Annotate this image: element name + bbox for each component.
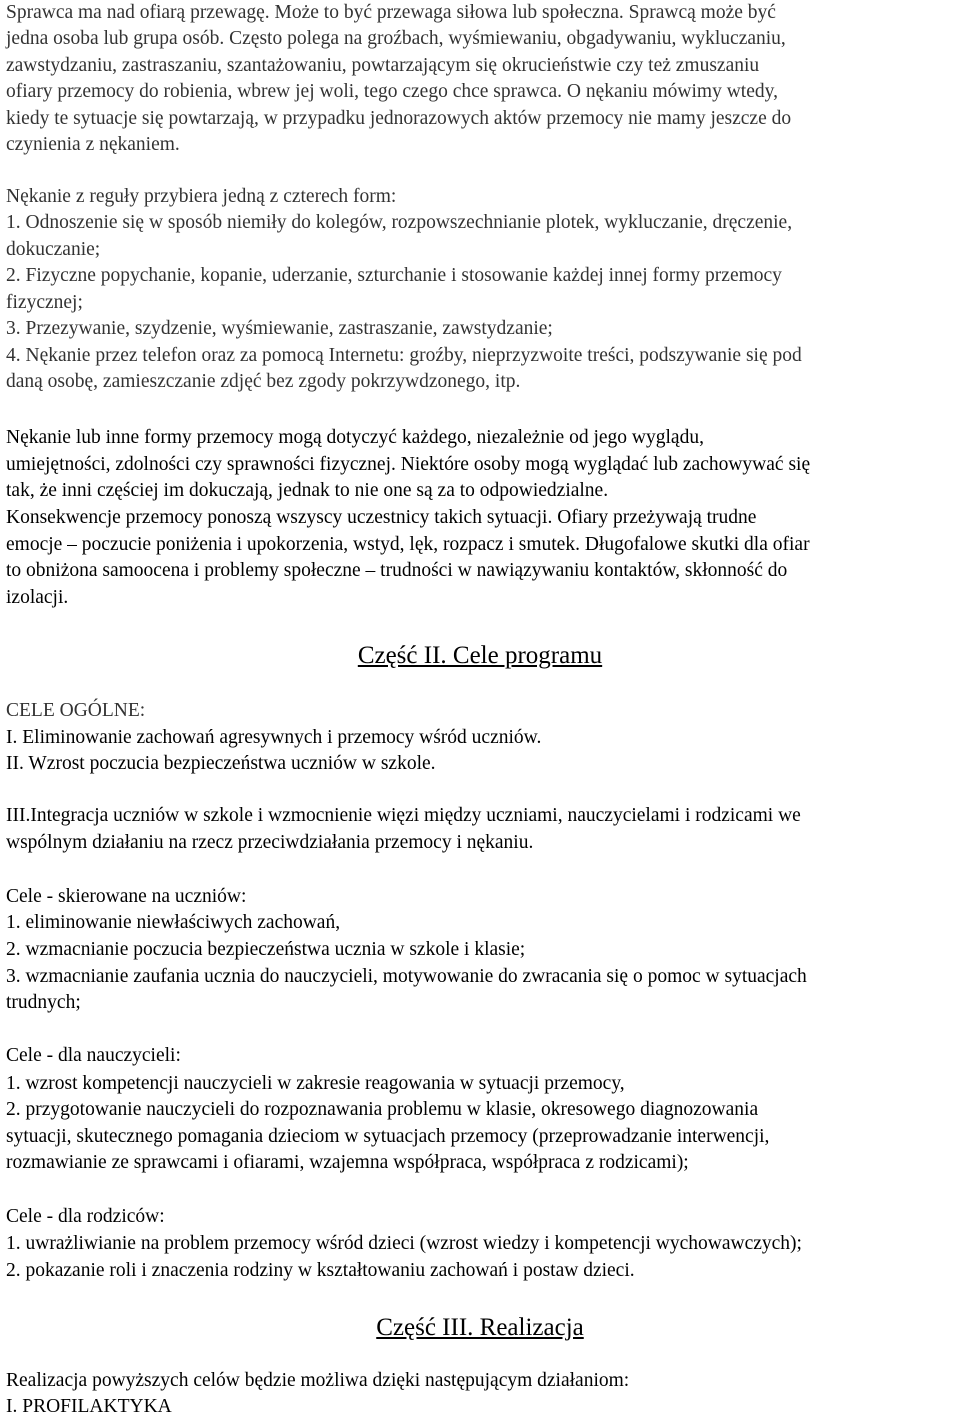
paragraph-line: ofiary przemocy do robienia, wbrew jej woli, tego czego chce sprawca. O nękaniu mówimy wtedy, [6,81,778,102]
goal-item: wspólnym działaniu na rzecz przeciwdziałania przemocy i nękaniu. [6,832,534,853]
paragraph-line: umiejętności, zdolności czy sprawności fizycznej. Niektóre osoby mogą wyglądać lub zachowywać się [6,454,811,475]
list-item: 2. wzmacnianie poczucia bezpieczeństwa ucznia w szkole i klasie; [6,939,526,960]
goal-item: III.Integracja uczniów w szkole i wzmocnienie więzi między uczniami, nauczycielami i rodzicami we [6,805,801,826]
list-item: rozmawianie ze sprawcami i ofiarami, wzajemna współpraca, współpraca z rodzicami); [6,1152,689,1173]
list-item: 3. wzmacnianie zaufania ucznia do nauczycieli, motywowanie do zwracania się o pomoc w sytuacjach [6,966,807,987]
paragraph-line: jedna osoba lub grupa osób. Często polega na groźbach, wyśmiewaniu, obgadywaniu, wykluczaniu, [6,28,786,49]
teachers-goals-label: Cele - dla nauczycieli: [6,1045,181,1066]
list-item: 2. pokazanie roli i znaczenia rodziny w kształtowaniu zachowań i postaw dzieci. [6,1260,635,1281]
list-item: 1. wzrost kompetencji nauczycieli w zakresie reagowania w sytuacji przemocy, [6,1073,625,1094]
section-heading-part-3: Część III. Realizacja [376,1314,584,1341]
list-item: 1. Odnoszenie się w sposób niemiły do kolegów, rozpowszechnianie plotek, wykluczanie, dręczenie, [6,212,793,233]
list-item: 3. Przezywanie, szydzenie, wyśmiewanie, zastraszanie, zawstydzanie; [6,318,553,339]
forms-intro: Nękanie z reguły przybiera jedną z czterech form: [6,186,397,207]
paragraph-line: to obniżona samoocena i problemy społeczne – trudności w nawiązywaniu kontaktów, skłonność do [6,560,788,581]
list-item: dokuczanie; [6,239,101,260]
list-item: fizycznej; [6,292,83,313]
parents-goals-label: Cele - dla rodziców: [6,1206,165,1227]
paragraph-line: Sprawca ma nad ofiarą przewagę. Może to być przewaga siłowa lub społeczna. Sprawcą może być [6,2,776,23]
list-item: 1. uwrażliwianie na problem przemocy wśród dzieci (wzrost wiedzy i kompetencji wychowawczych); [6,1233,802,1254]
list-item: trudnych; [6,992,81,1013]
realization-intro: Realizacja powyższych celów będzie możliwa dzięki następującym działaniom: [6,1370,630,1391]
paragraph-line: emocje – poczucie poniżenia i upokorzenia, wstyd, lęk, rozpacz i smutek. Długofalowe skutki dla ofiar [6,534,810,555]
list-item: 2. Fizyczne popychanie, kopanie, uderzanie, szturchanie i stosowanie każdej innej formy przemocy [6,265,782,286]
goal-item: I. Eliminowanie zachowań agresywnych i przemocy wśród uczniów. [6,727,542,748]
list-item: sytuacji, skutecznego pomagania dzieciom w sytuacjach przemocy (przeprowadzanie interwencji, [6,1126,770,1147]
paragraph-line: Konsekwencje przemocy ponoszą wszyscy uczestnicy takich sytuacji. Ofiary przeżywają trudne [6,507,757,528]
paragraph-line: izolacji. [6,587,69,608]
paragraph-line: czynienia z nękaniem. [6,134,180,155]
list-item: 1. eliminowanie niewłaściwych zachowań, [6,912,341,933]
students-goals-label: Cele - skierowane na uczniów: [6,886,247,907]
list-item: daną osobę, zamieszczanie zdjęć bez zgody pokrzywdzonego, itp. [6,371,521,392]
paragraph-line: Nękanie lub inne formy przemocy mogą dotyczyć każdego, niezależnie od jego wyglądu, [6,427,704,448]
paragraph-line: tak, że inni częściej im dokuczają, jednak to nie one są za to odpowiedzialne. [6,480,609,501]
list-item: I. PROFILAKTYKA [6,1396,172,1417]
paragraph-line: kiedy te sytuacje się powtarzają, w przypadku jednorazowych aktów przemocy nie mamy jeszcze do [6,108,792,129]
general-goals-label: CELE OGÓLNE: [6,700,146,721]
section-heading-part-2: Część II. Cele programu [357,642,603,669]
list-item: 2. przygotowanie nauczycieli do rozpoznawania problemu w klasie, okresowego diagnozowania [6,1099,759,1120]
paragraph-line: zawstydzaniu, zastraszaniu, szantażowaniu, powtarzającym się okrucieństwie czy też zmuszaniu [6,55,760,76]
list-item: 4. Nękanie przez telefon oraz za pomocą Internetu: groźby, nieprzyzwoite treści, podszywanie się pod [6,345,802,366]
goal-item: II. Wzrost poczucia bezpieczeństwa uczniów w szkole. [6,753,436,774]
